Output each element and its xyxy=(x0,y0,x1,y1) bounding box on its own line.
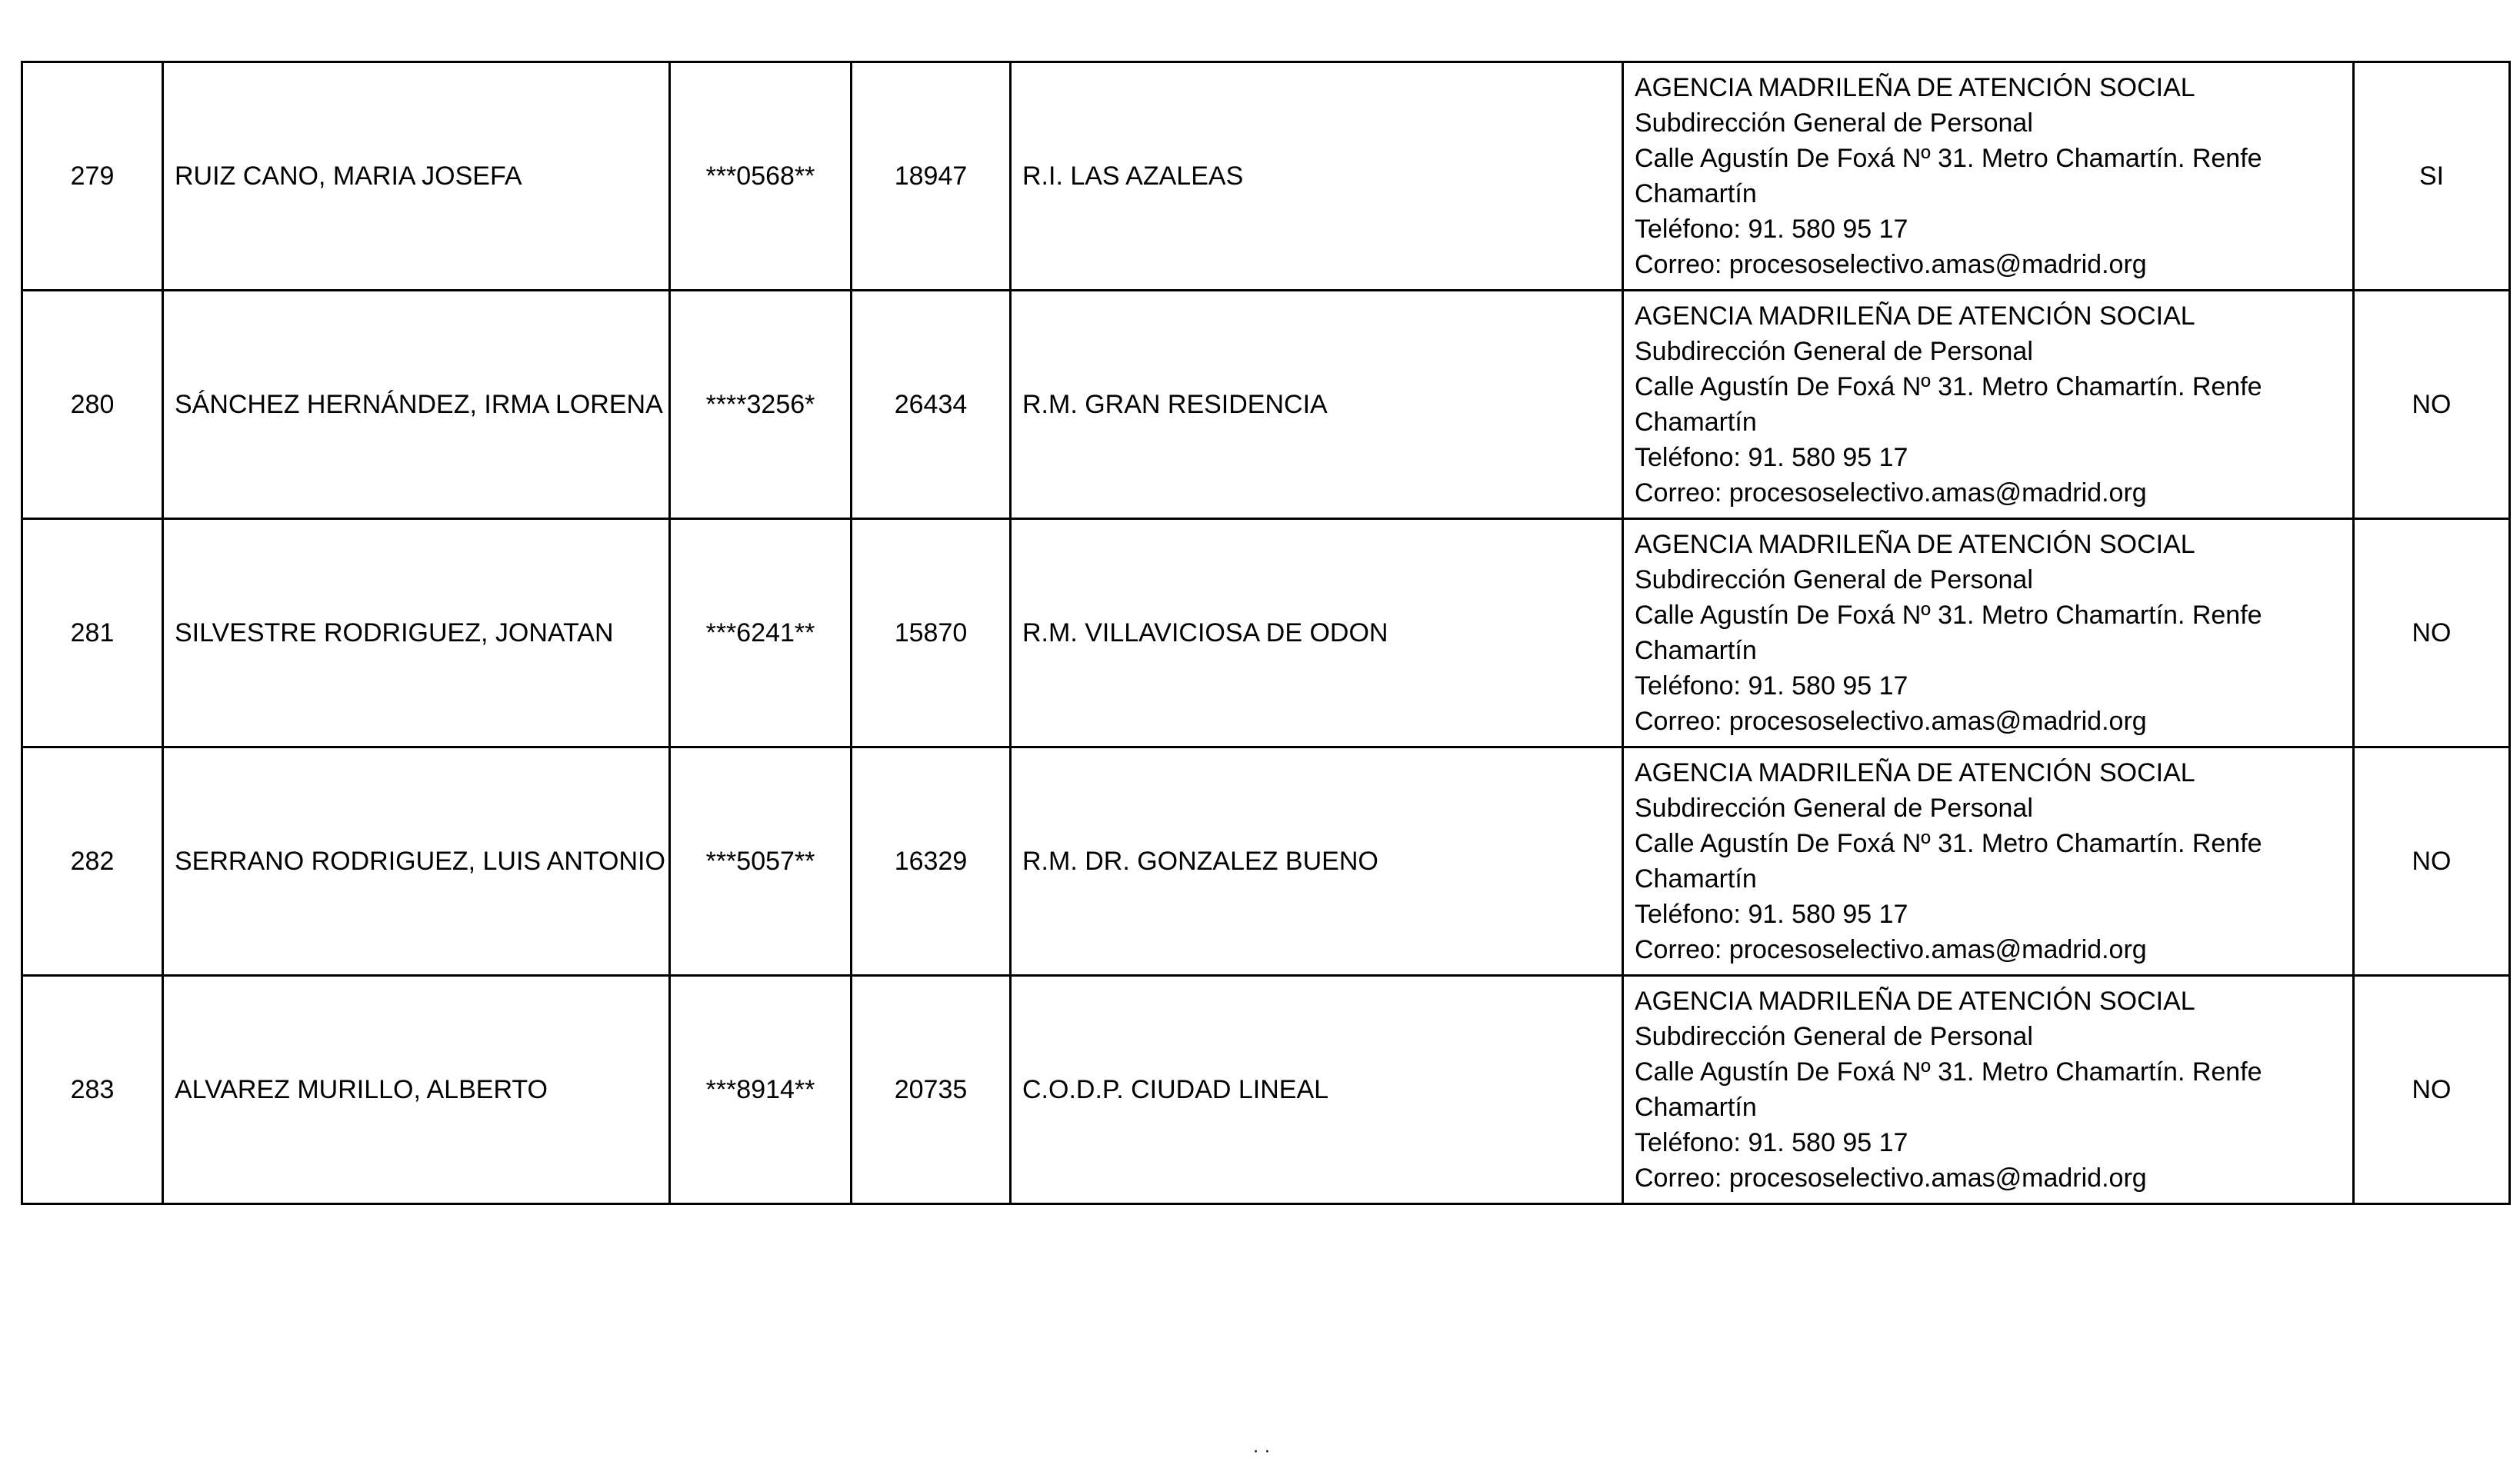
contact-email: Correo: procesoselectivo.amas@madrid.org xyxy=(1635,935,2147,964)
contact-department: Subdirección General de Personal xyxy=(1635,565,2033,594)
contact-department: Subdirección General de Personal xyxy=(1635,1022,2033,1051)
contact-department: Subdirección General de Personal xyxy=(1635,337,2033,366)
status-flag: NO xyxy=(2354,976,2510,1204)
contact-phone: Teléfono: 91. 580 95 17 xyxy=(1635,671,1908,701)
masked-dni: ***0568** xyxy=(670,62,852,291)
candidate-code: 20735 xyxy=(852,976,1011,1204)
candidate-code: 18947 xyxy=(852,62,1011,291)
contact-info xyxy=(1623,747,2354,976)
masked-dni: ***8914** xyxy=(670,976,852,1204)
contact-department: Subdirección General de Personal xyxy=(1635,108,2033,138)
contact-phone: Teléfono: 91. 580 95 17 xyxy=(1635,215,1908,244)
table-row xyxy=(22,62,2510,291)
candidate-name: SÁNCHEZ HERNÁNDEZ, IRMA LORENA xyxy=(163,291,670,519)
table-body xyxy=(22,62,2510,1204)
row-number: 279 xyxy=(22,62,163,291)
status-flag: SI xyxy=(2354,62,2510,291)
page-footer-mark: · · xyxy=(1252,1444,1271,1458)
candidate-name: SILVESTRE RODRIGUEZ, JONATAN xyxy=(163,519,670,747)
assigned-center: C.O.D.P. CIUDAD LINEAL xyxy=(1011,976,1623,1204)
contact-address-cont: Chamartín xyxy=(1635,864,1757,894)
row-number: 283 xyxy=(22,976,163,1204)
contact-info xyxy=(1623,976,2354,1204)
candidate-code: 26434 xyxy=(852,291,1011,519)
row-number: 282 xyxy=(22,747,163,976)
table-row xyxy=(22,976,2510,1204)
contact-address: Calle Agustín De Foxá Nº 31. Metro Chamartín. Renfe xyxy=(1635,601,2262,630)
masked-dni: ***6241** xyxy=(670,519,852,747)
candidate-name: ALVAREZ MURILLO, ALBERTO xyxy=(163,976,670,1204)
masked-dni: ***5057** xyxy=(670,747,852,976)
table-row xyxy=(22,747,2510,976)
assigned-center: R.I. LAS AZALEAS xyxy=(1011,62,1623,291)
contact-info xyxy=(1623,519,2354,747)
contact-address-cont: Chamartín xyxy=(1635,1093,1757,1122)
row-number: 281 xyxy=(22,519,163,747)
contact-department: Subdirección General de Personal xyxy=(1635,794,2033,823)
contact-agency: AGENCIA MADRILEÑA DE ATENCIÓN SOCIAL xyxy=(1635,758,2195,787)
contact-info xyxy=(1623,291,2354,519)
contact-email: Correo: procesoselectivo.amas@madrid.org xyxy=(1635,707,2147,736)
contact-agency: AGENCIA MADRILEÑA DE ATENCIÓN SOCIAL xyxy=(1635,987,2195,1016)
masked-dni: ****3256* xyxy=(670,291,852,519)
assigned-center: R.M. VILLAVICIOSA DE ODON xyxy=(1011,519,1623,747)
status-flag: NO xyxy=(2354,519,2510,747)
assigned-center: R.M. DR. GONZALEZ BUENO xyxy=(1011,747,1623,976)
contact-agency: AGENCIA MADRILEÑA DE ATENCIÓN SOCIAL xyxy=(1635,73,2195,102)
contact-address-cont: Chamartín xyxy=(1635,636,1757,665)
contact-info xyxy=(1623,62,2354,291)
contact-agency: AGENCIA MADRILEÑA DE ATENCIÓN SOCIAL xyxy=(1635,530,2195,559)
candidate-table xyxy=(21,61,2511,1205)
contact-address-cont: Chamartín xyxy=(1635,179,1757,208)
contact-phone: Teléfono: 91. 580 95 17 xyxy=(1635,1128,1908,1157)
contact-address: Calle Agustín De Foxá Nº 31. Metro Chamartín. Renfe xyxy=(1635,144,2262,173)
candidate-code: 16329 xyxy=(852,747,1011,976)
contact-phone: Teléfono: 91. 580 95 17 xyxy=(1635,443,1908,472)
contact-address: Calle Agustín De Foxá Nº 31. Metro Chamartín. Renfe xyxy=(1635,372,2262,401)
assigned-center: R.M. GRAN RESIDENCIA xyxy=(1011,291,1623,519)
row-number: 280 xyxy=(22,291,163,519)
contact-address: Calle Agustín De Foxá Nº 31. Metro Chamartín. Renfe xyxy=(1635,1057,2262,1087)
table-row xyxy=(22,291,2510,519)
contact-address-cont: Chamartín xyxy=(1635,408,1757,437)
contact-email: Correo: procesoselectivo.amas@madrid.org xyxy=(1635,250,2147,279)
candidate-code: 15870 xyxy=(852,519,1011,747)
contact-address: Calle Agustín De Foxá Nº 31. Metro Chamartín. Renfe xyxy=(1635,829,2262,858)
status-flag: NO xyxy=(2354,291,2510,519)
contact-email: Correo: procesoselectivo.amas@madrid.org xyxy=(1635,478,2147,508)
candidate-name: SERRANO RODRIGUEZ, LUIS ANTONIO xyxy=(163,747,670,976)
contact-phone: Teléfono: 91. 580 95 17 xyxy=(1635,900,1908,929)
candidate-name: RUIZ CANO, MARIA JOSEFA xyxy=(163,62,670,291)
table-row xyxy=(22,519,2510,747)
contact-email: Correo: procesoselectivo.amas@madrid.org xyxy=(1635,1163,2147,1193)
contact-agency: AGENCIA MADRILEÑA DE ATENCIÓN SOCIAL xyxy=(1635,301,2195,331)
status-flag: NO xyxy=(2354,747,2510,976)
